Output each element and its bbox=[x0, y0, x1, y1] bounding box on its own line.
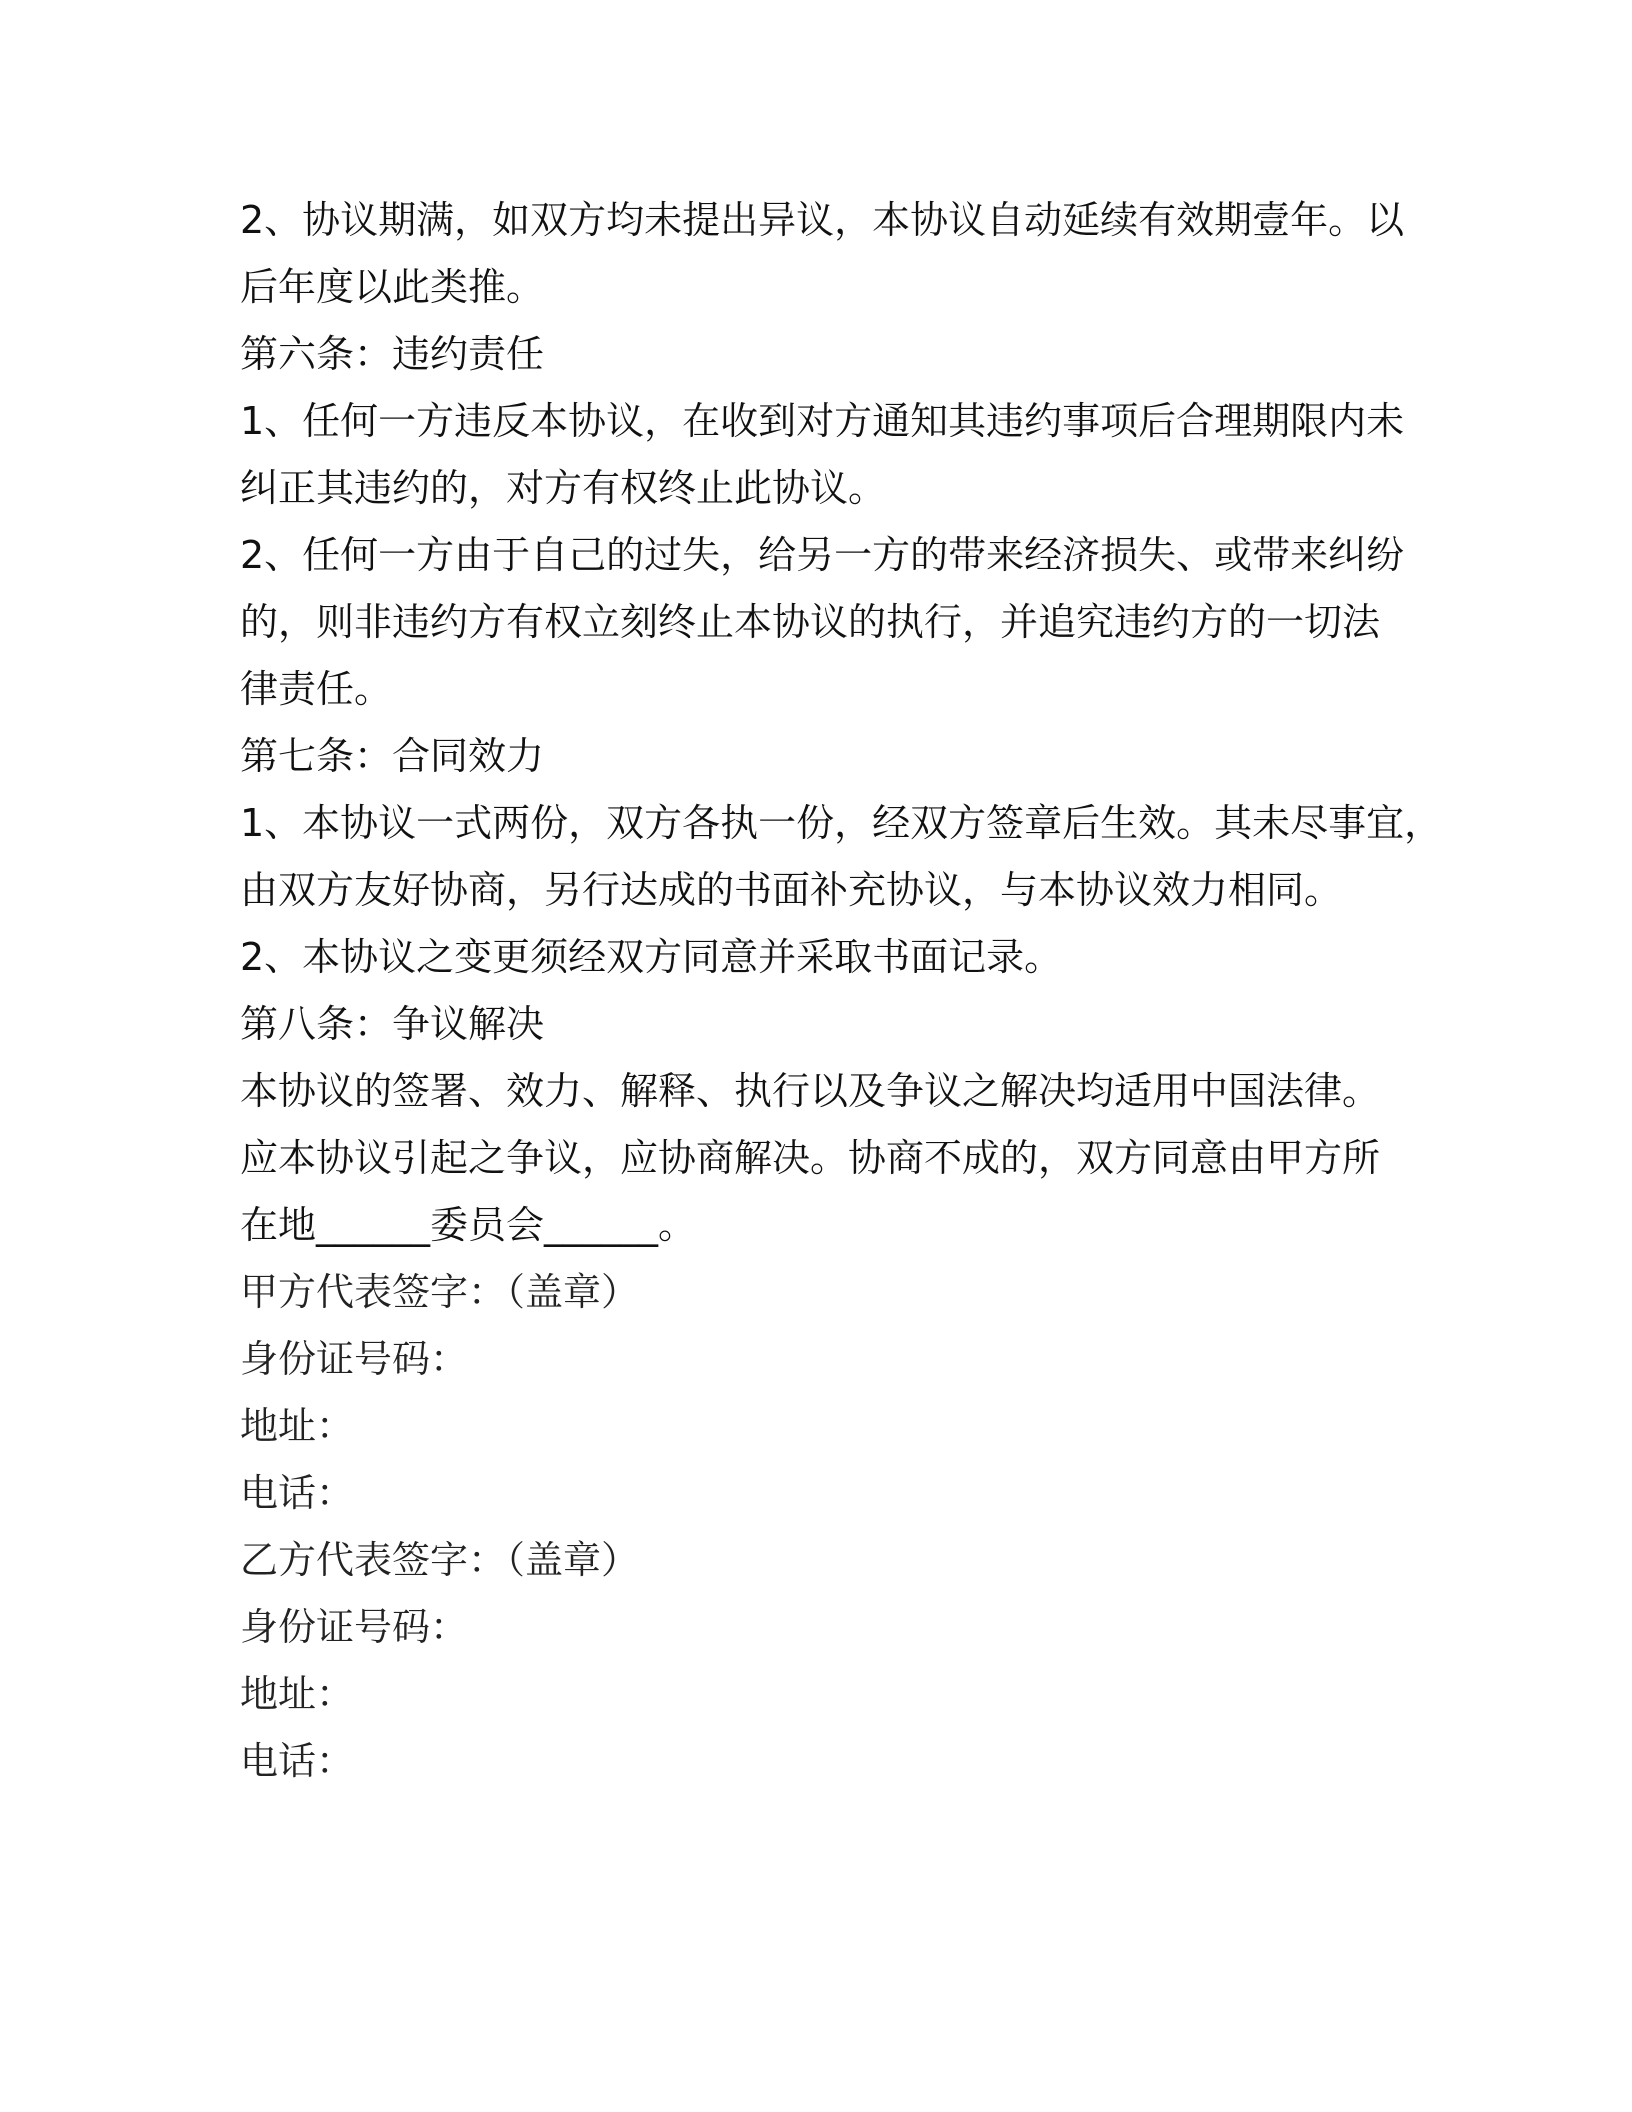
party-a-signature-label: 甲方代表签字：（盖章） bbox=[240, 1270, 640, 1314]
clause-5-item-2-line-1: 2、协议期满，如双方均未提出异议，本协议自动延续有效期壹年。以 bbox=[240, 198, 1405, 242]
clause-6-item-2-line-2: 的，则非违约方有权立刻终止本协议的执行，并追究违约方的一切法 bbox=[240, 600, 1381, 644]
clause-6-item-1-line-1: 1、任何一方违反本协议，在收到对方通知其违约事项后合理期限内未 bbox=[240, 399, 1405, 443]
clause-6-item-2-line-3: 律责任。 bbox=[240, 667, 393, 711]
party-b-address-label: 地址： bbox=[240, 1672, 355, 1716]
party-b-id-label: 身份证号码： bbox=[240, 1605, 469, 1649]
party-a-phone-label: 电话： bbox=[240, 1471, 355, 1515]
party-b-signature-label: 乙方代表签字：（盖章） bbox=[240, 1538, 640, 1582]
clause-6-heading: 第六条：违约责任 bbox=[240, 332, 545, 376]
clause-8-heading: 第八条：争议解决 bbox=[240, 1002, 545, 1046]
clause-7-item-1-line-2: 由双方友好协商，另行达成的书面补充协议，与本协议效力相同。 bbox=[240, 868, 1343, 912]
clause-6-item-1-line-2: 纠正其违约的，对方有权终止此协议。 bbox=[240, 466, 887, 510]
party-a-id-label: 身份证号码： bbox=[240, 1337, 469, 1381]
clause-8-text-line-3: 在地______委员会______。 bbox=[240, 1203, 697, 1247]
clause-6-item-2-line-1: 2、任何一方由于自己的过失，给另一方的带来经济损失、或带来纠纷 bbox=[240, 533, 1405, 577]
clause-7-item-2: 2、本协议之变更须经双方同意并采取书面记录。 bbox=[240, 935, 1063, 979]
party-b-phone-label: 电话： bbox=[240, 1739, 355, 1783]
clause-7-heading: 第七条：合同效力 bbox=[240, 734, 545, 778]
clause-8-text-line-2: 应本协议引起之争议，应协商解决。协商不成的，双方同意由甲方所 bbox=[240, 1136, 1381, 1180]
clause-8-text-line-1: 本协议的签署、效力、解释、执行以及争议之解决均适用中国法律。 bbox=[240, 1069, 1381, 1113]
party-a-address-label: 地址： bbox=[240, 1404, 355, 1448]
document-body bbox=[240, 187, 1443, 1795]
clause-5-item-2-line-2: 后年度以此类推。 bbox=[240, 265, 545, 309]
clause-7-item-1-line-1: 1、本协议一式两份，双方各执一份，经双方签章后生效。其未尽事宜， bbox=[240, 801, 1443, 845]
